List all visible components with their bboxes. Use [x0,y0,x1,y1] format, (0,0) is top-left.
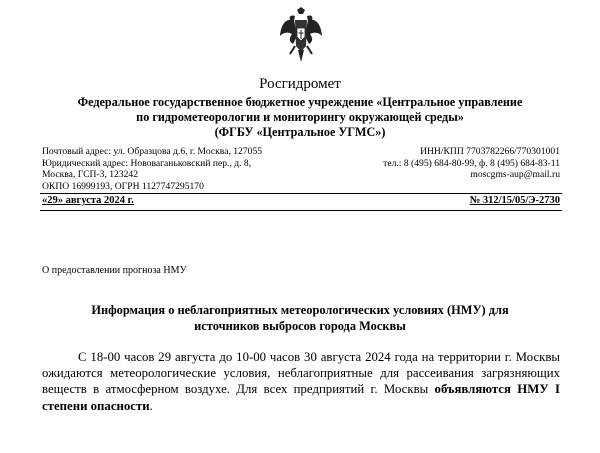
legal-address: Юридический адрес: Нововаганьковский пер., д. 8, [42,157,252,169]
document-number: № 312/15/05/Э-2730 [469,195,560,206]
body-text: С 18-00 часов 29 августа до 10-00 часов 30 августа 2024 года на территории г. Москвы ожидаются метеорологические условия, неблагоприятные для рассеивания загрязняющих веществ в атмосферном воздухе. Для всех предприятий г. Москвы [42,350,560,397]
double-headed-eagle-icon [279,6,323,68]
body-bold-text: объявляются НМУ I степени опасности [42,382,560,413]
divider-top [40,193,562,194]
address-block-right [383,146,560,181]
org-name: Росгидромет [259,76,341,92]
info-title [40,302,560,334]
institution-line: (ФГБУ «Центральное УГМС») [214,125,386,139]
address-block-left [42,146,262,192]
document-subject: О предоставлении прогноза НМУ [42,265,187,276]
okpo-ogrn: ОКПО 16999193, ОГРН 1127747295170 [42,180,204,192]
inn-kpp: ИНН/КПП 7703782266/770301001 [420,146,560,157]
institution-name [40,95,560,140]
divider-bottom [40,210,562,211]
document-date: «29» августа 2024 г. [42,195,134,206]
institution-line: Федеральное государственное бюджетное учреждение «Центральное управление [77,95,523,109]
phone-fax: тел.: 8 (495) 684-80-99, ф. 8 (495) 684-83-11 [383,157,560,169]
email: moscgms-aup@mail.ru [470,169,560,181]
info-title-line: Информация о неблагоприятных метеорологических условиях (НМУ) для [91,303,509,317]
body-tail: . [149,398,153,413]
legal-address-city: Москва, ГСП-3, 123242 [42,169,139,181]
body-paragraph [42,349,560,414]
postal-address: Почтовый адрес: ул. Образцова д.6, г. Москва, 127055 [42,146,263,157]
institution-line: по гидрометеорологии и мониторингу окружающей среды» [136,110,464,124]
info-title-line: источников выбросов города Москвы [194,319,406,333]
